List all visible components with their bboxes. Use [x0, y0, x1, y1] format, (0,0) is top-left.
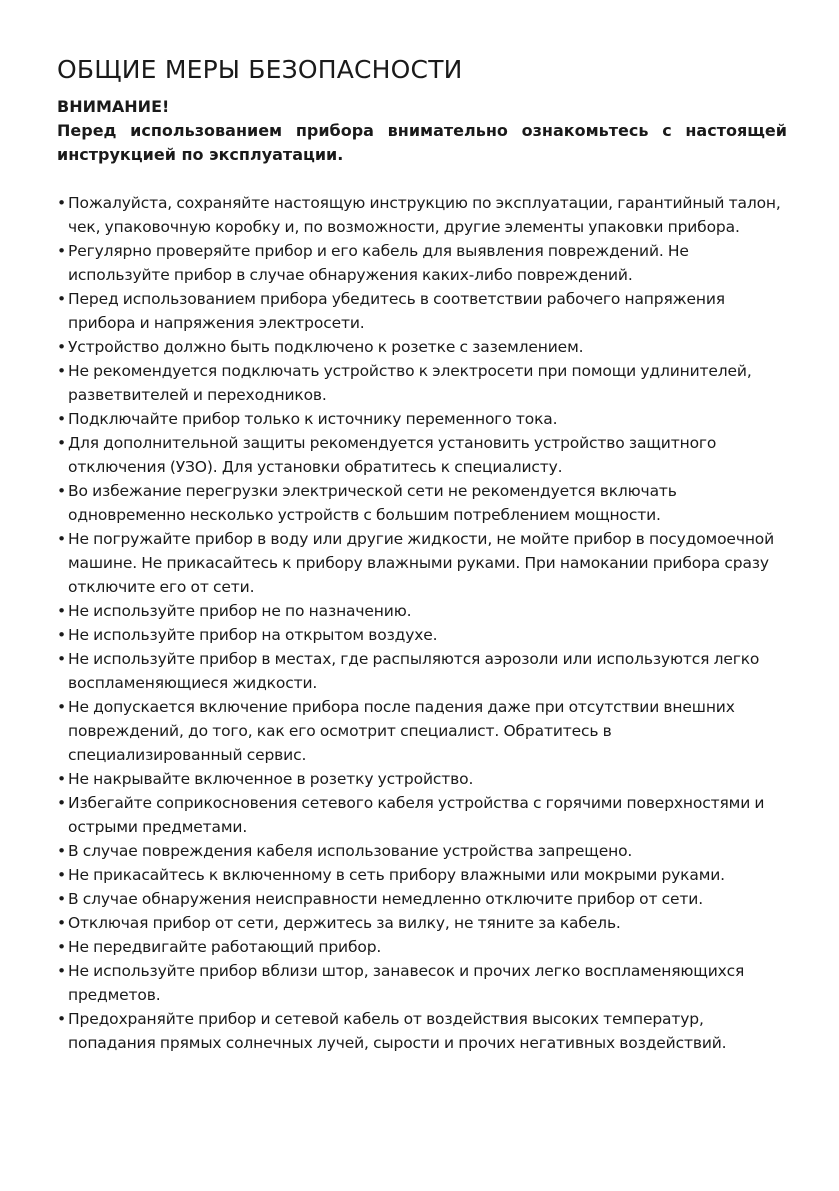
- list-item-text: Не используйте прибор вблизи штор, занавесок и прочих легко воспламеняющихся предметов.: [68, 962, 745, 1004]
- list-item: [57, 767, 787, 791]
- list-item: [57, 407, 787, 431]
- list-item: [57, 359, 787, 407]
- bullet-icon: •: [57, 338, 66, 356]
- list-item-text: Не используйте прибор в местах, где распыляются аэрозоли или используются легко воспламеняющиеся жидкости.: [68, 650, 760, 692]
- list-item: [57, 839, 787, 863]
- list-item-text: Предохраняйте прибор и сетевой кабель от воздействия высоких температур, попадания прямых солнечных лучей, сырости и прочих негативных воздействий.: [68, 1010, 727, 1052]
- bullet-icon: •: [57, 914, 66, 932]
- list-item: [57, 887, 787, 911]
- list-item-text: Во избежание перегрузки электрической сети не рекомендуется включать одновременно несколько устройств с большим потреблением мощности.: [68, 482, 677, 524]
- list-item-text: Не используйте прибор на открытом воздухе.: [68, 626, 438, 644]
- list-item-text: В случае повреждения кабеля использование устройства запрещено.: [68, 842, 633, 860]
- list-item: [57, 479, 787, 527]
- list-item: [57, 335, 787, 359]
- bullet-icon: •: [57, 626, 66, 644]
- bullet-icon: •: [57, 962, 66, 980]
- list-item-text: Подключайте прибор только к источнику переменного тока.: [68, 410, 558, 428]
- list-item-text: Пожалуйста, сохраняйте настоящую инструкцию по эксплуатации, гарантийный талон, чек, упаковочную коробку и, по возможности, другие элементы упаковки прибора.: [68, 194, 781, 236]
- list-item-text: Не накрывайте включенное в розетку устройство.: [68, 770, 474, 788]
- list-item: [57, 623, 787, 647]
- list-item-text: Избегайте соприкосновения сетевого кабеля устройства с горячими поверхностями и острыми предметами.: [68, 794, 765, 836]
- list-item-text: Не погружайте прибор в воду или другие жидкости, не мойте прибор в посудомоечной машине. Не прикасайтесь к прибору влажными руками. При намокании прибора сразу отключите его от сети.: [68, 530, 775, 596]
- bullet-icon: •: [57, 290, 66, 308]
- bullet-icon: •: [57, 938, 66, 956]
- bullet-icon: •: [57, 530, 66, 548]
- bullet-icon: •: [57, 1010, 66, 1028]
- bullet-icon: •: [57, 602, 66, 620]
- list-item-text: В случае обнаружения неисправности немедленно отключите прибор от сети.: [68, 890, 703, 908]
- list-item: [57, 695, 787, 767]
- warning-heading: ВНИМАНИЕ!: [57, 97, 170, 116]
- bullet-icon: •: [57, 842, 66, 860]
- list-item: [57, 959, 787, 1007]
- list-item: [57, 431, 787, 479]
- list-item: [57, 911, 787, 935]
- list-item-text: Устройство должно быть подключено к розетке с заземлением.: [68, 338, 584, 356]
- list-item: [57, 1007, 787, 1055]
- bullet-icon: •: [57, 482, 66, 500]
- list-item-text: Не используйте прибор не по назначению.: [68, 602, 412, 620]
- list-item-text: Не допускается включение прибора после падения даже при отсутствии внешних повреждений, до того, как его осмотрит специалист. Обратитесь в специализированный сервис.: [68, 698, 735, 764]
- list-item: [57, 791, 787, 839]
- bullet-icon: •: [57, 890, 66, 908]
- list-item: [57, 935, 787, 959]
- bullet-icon: •: [57, 410, 66, 428]
- list-item: [57, 239, 787, 287]
- list-item-text: Не передвигайте работающий прибор.: [68, 938, 382, 956]
- page-title: ОБЩИЕ МЕРЫ БЕЗОПАСНОСТИ: [57, 55, 463, 84]
- list-item-text: Перед использованием прибора убедитесь в соответствии рабочего напряжения прибора и напряжения электросети.: [68, 290, 725, 332]
- list-item-text: Не прикасайтесь к включенному в сеть прибору влажными или мокрыми руками.: [68, 866, 725, 884]
- document-page: [57, 52, 787, 1055]
- list-item-text: Для дополнительной защиты рекомендуется установить устройство защитного отключения (УЗО). Для установки обратитесь к специалисту.: [68, 434, 717, 476]
- bullet-icon: •: [57, 650, 66, 668]
- bullet-icon: •: [57, 194, 66, 212]
- list-item-text: Не рекомендуется подключать устройство к электросети при помощи удлинителей, разветвителей и переходников.: [68, 362, 752, 404]
- list-item-text: Регулярно проверяйте прибор и его кабель для выявления повреждений. Не используйте прибор в случае обнаружения каких-либо повреждений.: [68, 242, 689, 284]
- list-item: [57, 863, 787, 887]
- bullet-icon: •: [57, 770, 66, 788]
- list-item-text: Отключая прибор от сети, держитесь за вилку, не тяните за кабель.: [68, 914, 621, 932]
- list-item: [57, 647, 787, 695]
- bullet-icon: •: [57, 698, 66, 716]
- safety-rules-list: [57, 191, 787, 1055]
- list-item: [57, 191, 787, 239]
- list-item: [57, 599, 787, 623]
- list-item: [57, 527, 787, 599]
- bullet-icon: •: [57, 434, 66, 452]
- bullet-icon: •: [57, 866, 66, 884]
- list-item: [57, 287, 787, 335]
- warning-text: Перед использованием прибора внимательно ознакомьтесь с настоящей инструкцией по эксплуатации.: [57, 121, 787, 164]
- bullet-icon: •: [57, 362, 66, 380]
- bullet-icon: •: [57, 794, 66, 812]
- bullet-icon: •: [57, 242, 66, 260]
